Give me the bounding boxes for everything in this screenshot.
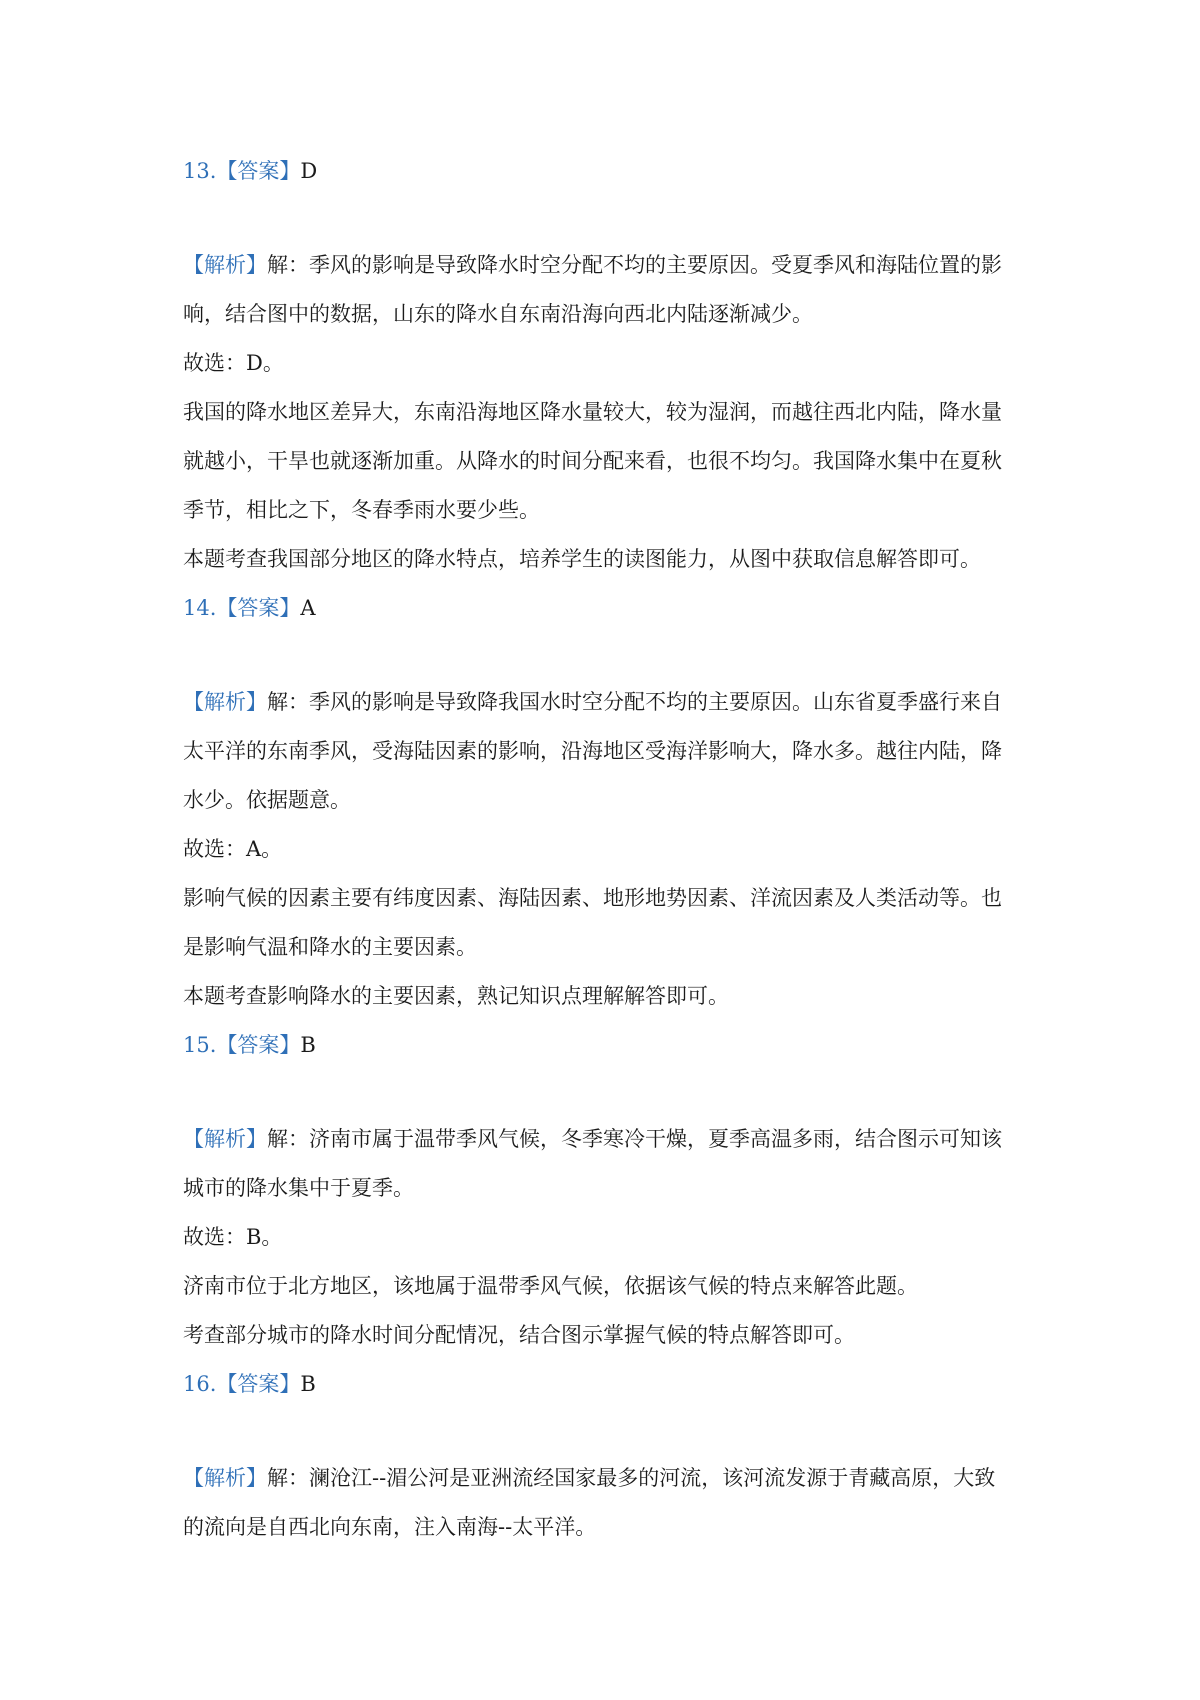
analysis-line <box>183 1463 1023 1493</box>
analysis-line: 故选：A。 <box>183 837 283 861</box>
analysis-tag: 【解析】 <box>183 253 267 277</box>
question-number: 13. <box>183 159 217 183</box>
analysis-line: 太平洋的东南季风，受海陆因素的影响，沿海地区受海洋影响大，降水多。越往内陆，降 <box>183 739 1002 763</box>
answer-tag: 【答案】 <box>216 1372 301 1396</box>
answer-tag: 【答案】 <box>216 1033 301 1057</box>
analysis-tag: 【解析】 <box>183 1466 267 1490</box>
answer-value: B <box>300 1033 316 1057</box>
analysis-line: 影响气候的因素主要有纬度因素、海陆因素、地形地势因素、洋流因素及人类活动等。也 <box>183 886 1002 910</box>
analysis-line <box>183 250 1023 280</box>
analysis-line: 就越小，干旱也就逐渐加重。从降水的时间分配来看，也很不均匀。我国降水集中在夏秋 <box>183 449 1002 473</box>
analysis-line <box>183 1124 1023 1154</box>
analysis-line: 本题考查我国部分地区的降水特点，培养学生的读图能力，从图中获取信息解答即可。 <box>183 547 981 571</box>
analysis-line: 故选：B。 <box>183 1225 283 1249</box>
analysis-line: 考查部分城市的降水时间分配情况，结合图示掌握气候的特点解答即可。 <box>183 1323 855 1347</box>
analysis-line: 济南市位于北方地区，该地属于温带季风气候，依据该气候的特点来解答此题。 <box>183 1274 918 1298</box>
question-number: 14. <box>183 596 217 620</box>
analysis-text: 解：季风的影响是导致降我国水时空分配不均的主要原因。山东省夏季盛行来自 <box>267 690 1002 714</box>
analysis-line: 城市的降水集中于夏季。 <box>183 1176 414 1200</box>
answer-line-16 <box>183 1369 1023 1399</box>
analysis-line: 我国的降水地区差异大，东南沿海地区降水量较大，较为湿润，而越往西北内陆，降水量 <box>183 400 1002 424</box>
answer-value: A <box>300 596 316 620</box>
analysis-tag: 【解析】 <box>183 1127 267 1151</box>
analysis-line: 响，结合图中的数据，山东的降水自东南沿海向西北内陆逐渐减少。 <box>183 302 813 326</box>
analysis-line <box>183 687 1023 717</box>
question-number: 15. <box>183 1033 217 1057</box>
analysis-line: 本题考查影响降水的主要因素，熟记知识点理解解答即可。 <box>183 984 729 1008</box>
analysis-line: 的流向是自西北向东南，注入南海--太平洋。 <box>183 1515 597 1539</box>
analysis-text: 解：澜沧江--湄公河是亚洲流经国家最多的河流，该河流发源于青藏高原，大致 <box>267 1466 996 1490</box>
answer-tag: 【答案】 <box>216 159 301 183</box>
analysis-text: 解：济南市属于温带季风气候，冬季寒冷干燥，夏季高温多雨，结合图示可知该 <box>267 1127 1002 1151</box>
analysis-line: 故选：D。 <box>183 351 284 375</box>
analysis-line: 季节，相比之下，冬春季雨水要少些。 <box>183 498 540 522</box>
answer-value: D <box>300 159 318 183</box>
answer-line-15 <box>183 1030 1023 1060</box>
question-number: 16. <box>183 1372 217 1396</box>
analysis-tag: 【解析】 <box>183 690 267 714</box>
analysis-line: 水少。依据题意。 <box>183 788 351 812</box>
answer-line-14 <box>183 593 1023 623</box>
analysis-text: 解：季风的影响是导致降水时空分配不均的主要原因。受夏季风和海陆位置的影 <box>267 253 1002 277</box>
answer-tag: 【答案】 <box>216 596 301 620</box>
answer-value: B <box>300 1372 316 1396</box>
analysis-line: 是影响气温和降水的主要因素。 <box>183 935 477 959</box>
answer-line-13 <box>183 156 1023 186</box>
